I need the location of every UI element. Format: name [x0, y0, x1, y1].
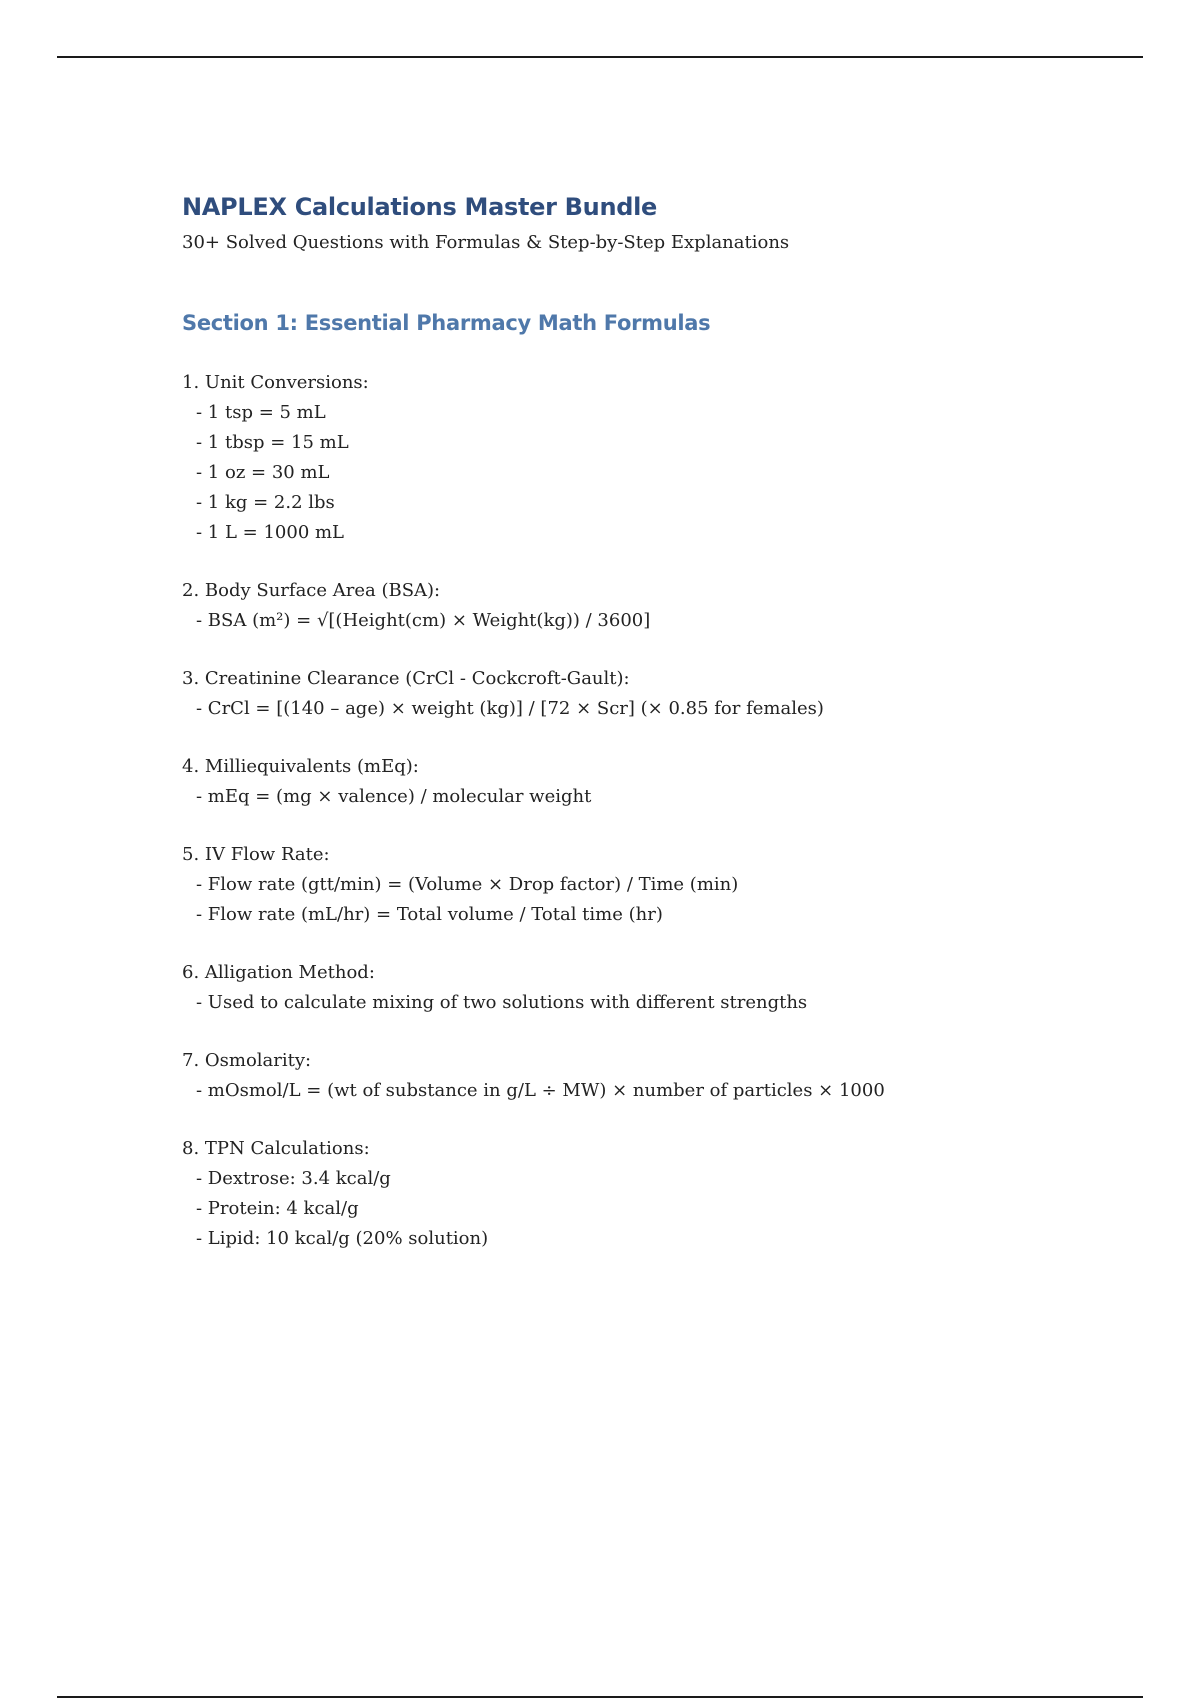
formula-line: - 1 tsp = 5 mL	[196, 402, 326, 423]
formula-heading: 8. TPN Calculations:	[182, 1138, 370, 1159]
header-rule	[57, 56, 1143, 58]
formula-line: - Dextrose: 3.4 kcal/g	[196, 1168, 391, 1189]
formula-heading: 6. Alligation Method:	[182, 962, 375, 983]
formula-block	[182, 1134, 1082, 1254]
formula-heading: 7. Osmolarity:	[182, 1050, 312, 1071]
formula-line: - Flow rate (gtt/min) = (Volume × Drop factor) / Time (min)	[196, 874, 739, 895]
formula-line: - 1 oz = 30 mL	[196, 462, 330, 483]
formula-line: - Used to calculate mixing of two solutions with different strengths	[196, 992, 808, 1013]
formula-line: - mOsmol/L = (wt of substance in g/L ÷ MW) × number of particles × 1000	[196, 1080, 885, 1101]
formula-block	[182, 576, 1082, 636]
formula-line: - 1 kg = 2.2 lbs	[196, 492, 335, 513]
formula-line: - BSA (m²) = √[(Height(cm) × Weight(kg)) / 3600]	[196, 610, 651, 631]
document-title: NAPLEX Calculations Master Bundle	[182, 193, 658, 221]
section-heading: Section 1: Essential Pharmacy Math Formulas	[182, 311, 711, 335]
formula-list	[182, 368, 1082, 1254]
formula-block	[182, 958, 1082, 1018]
formula-line: - CrCl = [(140 – age) × weight (kg)] / [72 × Scr] (× 0.85 for females)	[196, 698, 824, 719]
formula-heading: 2. Body Surface Area (BSA):	[182, 580, 441, 601]
formula-line: - 1 tbsp = 15 mL	[196, 432, 349, 453]
formula-block	[182, 368, 1082, 548]
document-subtitle: 30+ Solved Questions with Formulas & Step-by-Step Explanations	[182, 232, 790, 253]
formula-heading: 3. Creatinine Clearance (CrCl - Cockcroft-Gault):	[182, 668, 630, 689]
formula-line: - Flow rate (mL/hr) = Total volume / Total time (hr)	[196, 904, 663, 925]
formula-block	[182, 752, 1082, 812]
formula-block	[182, 840, 1082, 930]
formula-heading: 1. Unit Conversions:	[182, 372, 369, 393]
formula-line: - mEq = (mg × valence) / molecular weight	[196, 786, 592, 807]
formula-line: - 1 L = 1000 mL	[196, 522, 345, 543]
formula-heading: 4. Milliequivalents (mEq):	[182, 756, 419, 777]
formula-line: - Lipid: 10 kcal/g (20% solution)	[196, 1228, 489, 1249]
formula-line: - Protein: 4 kcal/g	[196, 1198, 359, 1219]
document-page	[182, 190, 1082, 1282]
footer-rule	[57, 1696, 1143, 1698]
formula-block	[182, 1046, 1082, 1106]
formula-heading: 5. IV Flow Rate:	[182, 844, 330, 865]
formula-block	[182, 664, 1082, 724]
